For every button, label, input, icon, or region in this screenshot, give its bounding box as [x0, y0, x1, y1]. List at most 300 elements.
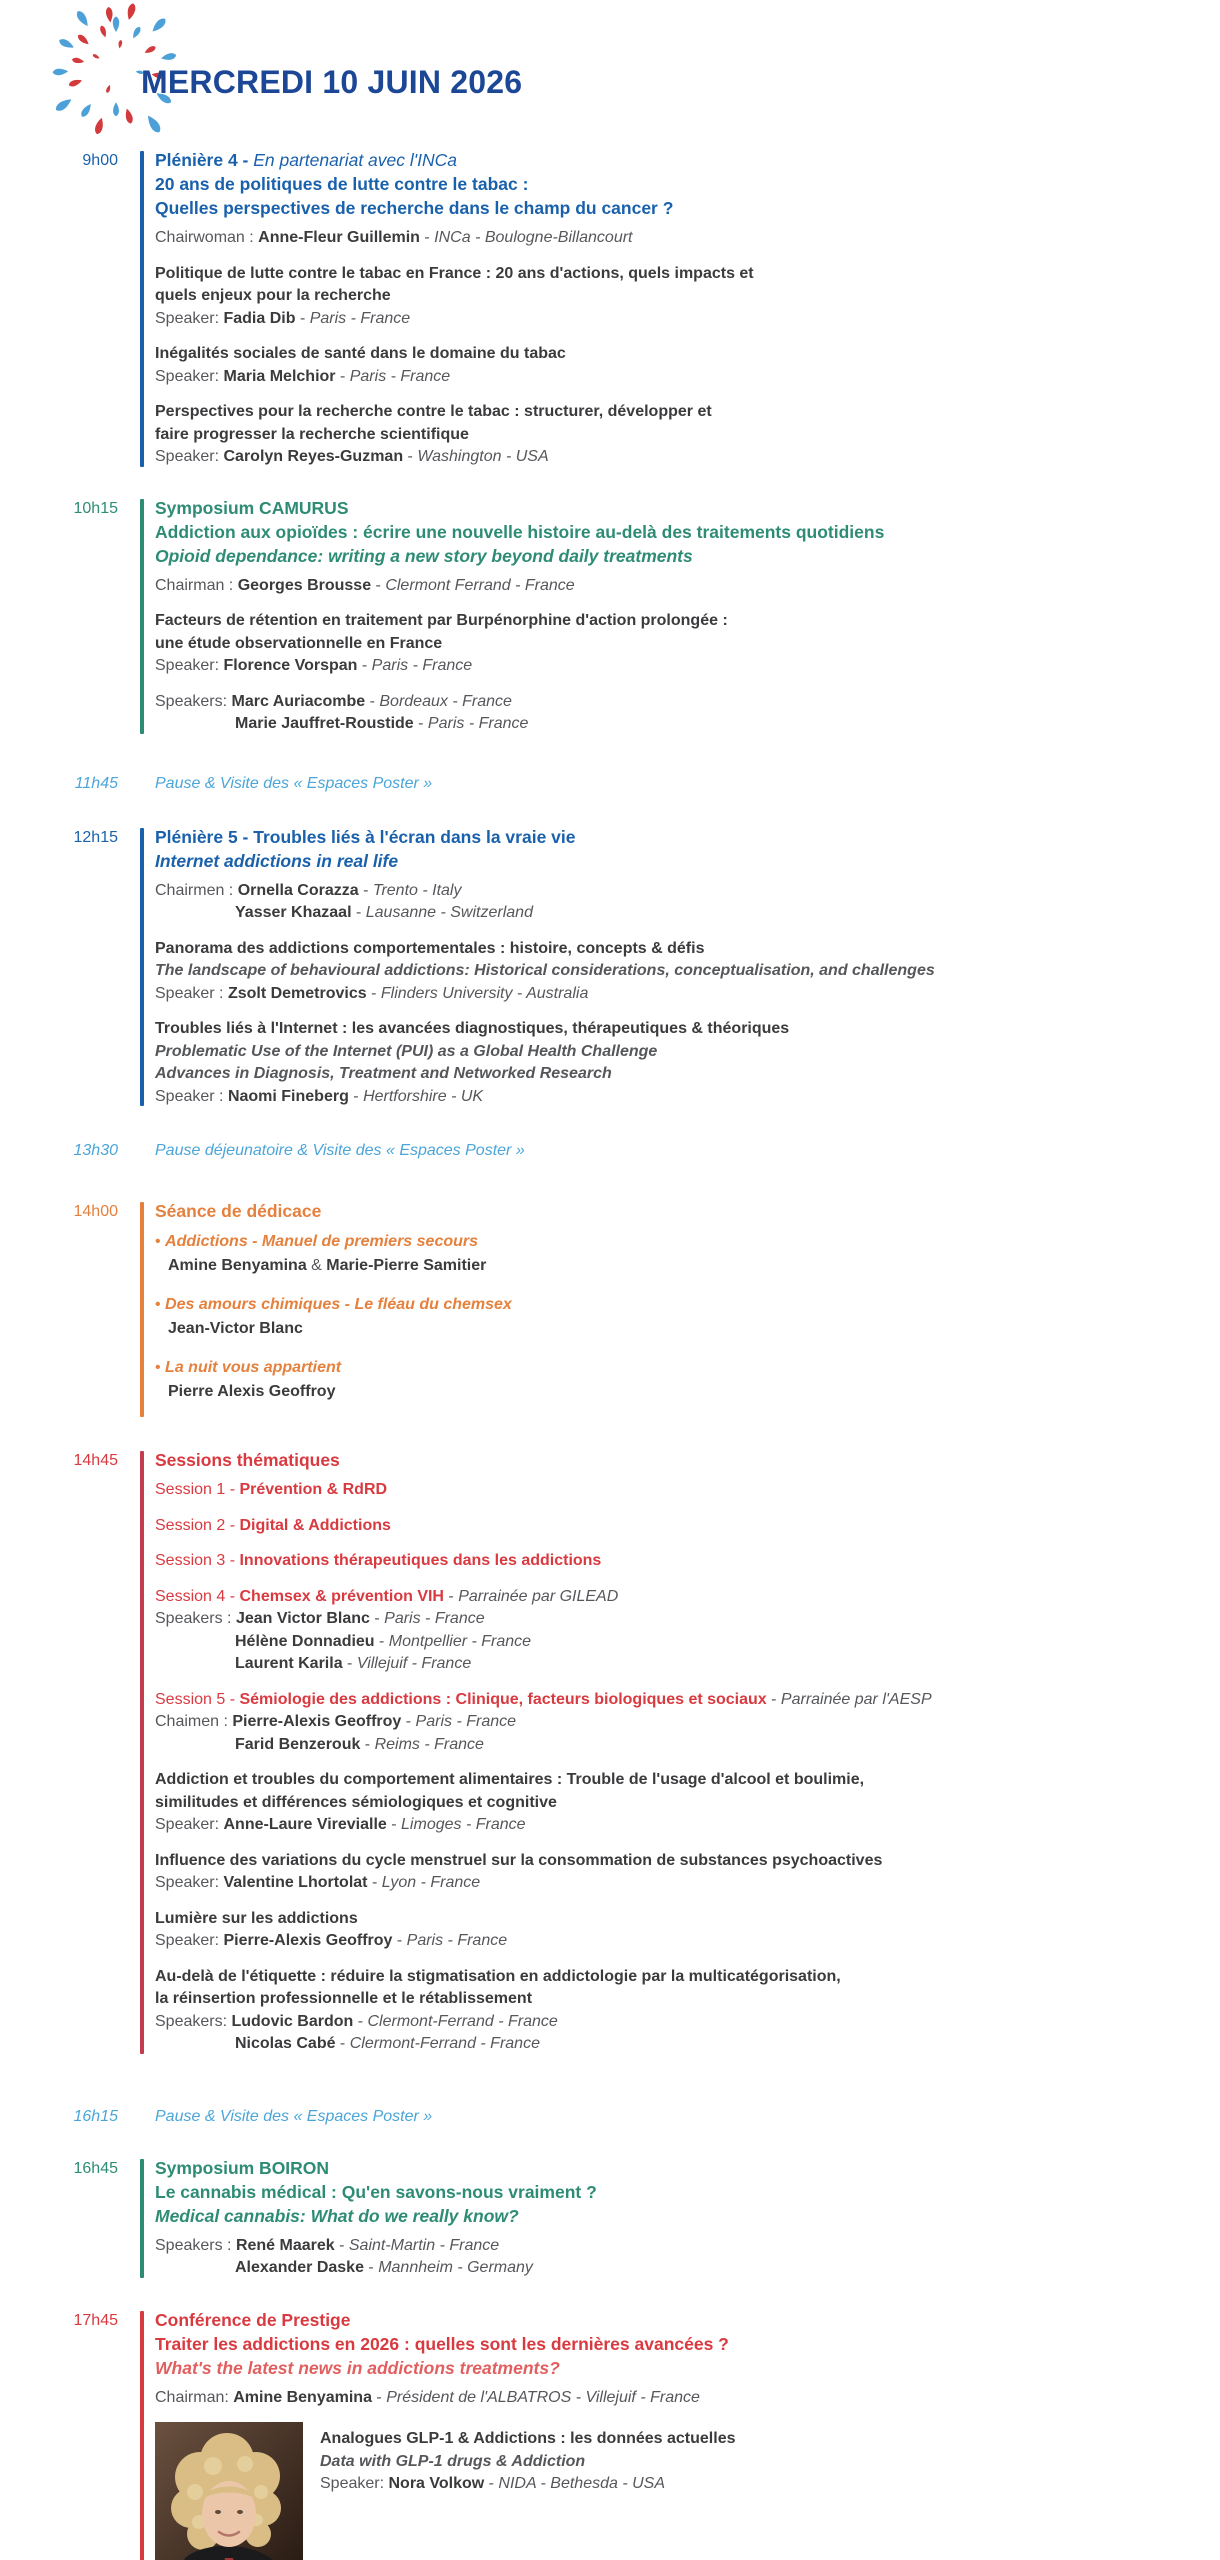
pause-label: Pause déjeunatoire & Visite des « Espaces Poster »: [155, 1142, 525, 1159]
section-content: [155, 1199, 1220, 1419]
text-segment: -: [484, 2475, 499, 2492]
text-segment: Fadia Dib: [223, 309, 296, 327]
paragraph: [155, 1586, 1220, 1676]
text-line: [155, 446, 1220, 469]
text-segment: Florence Vorspan: [223, 657, 358, 674]
text-segment: Plénière 4 -: [155, 150, 254, 170]
section-bar: [140, 1451, 144, 2054]
section-content: [155, 496, 1220, 736]
section-bar: [140, 2159, 144, 2278]
text-segment: Limoges - France: [401, 1816, 526, 1833]
text-segment: Chairmen :: [155, 881, 238, 899]
text-segment: -: [369, 1610, 385, 1627]
text-segment: What's the latest news in addictions treatments?: [155, 2357, 560, 2378]
section-bar: [140, 151, 144, 467]
text-segment: Addictions - Manuel de premiers secours: [165, 1233, 479, 1250]
text-line: [155, 1930, 1220, 1953]
section-bar: [140, 2311, 144, 2560]
heading-line: [155, 2332, 1220, 2356]
text-segment: -: [342, 1655, 357, 1672]
text-segment: -: [766, 1690, 781, 1708]
text-line: [155, 1018, 1220, 1041]
text-line: [155, 1792, 1220, 1815]
pause-row-11h45: [0, 771, 1220, 796]
text-segment: Mannheim - Germany: [378, 2259, 533, 2276]
text-line: [155, 983, 1220, 1006]
text-segment: Sessions thématiques: [155, 1450, 340, 1470]
text-segment: quels enjeux pour la recherche: [155, 287, 391, 304]
text-line: [155, 1814, 1220, 1837]
text-line: [155, 1653, 1220, 1676]
session-block-conference-prestige: [0, 2308, 1220, 2560]
text-segment: Montpellier - France: [388, 1632, 532, 1650]
text-segment: -: [358, 881, 373, 899]
text-segment: Bordeaux - France: [379, 692, 512, 710]
heading-line: [155, 2356, 1220, 2380]
paragraph: [155, 1908, 1220, 1953]
section-content: [155, 148, 1220, 469]
text-segment: Speaker:: [155, 309, 224, 327]
text-segment: Marie Jauffret-Roustide: [235, 715, 414, 732]
text-segment: Maria Melchior: [223, 367, 336, 385]
text-line: [155, 424, 1220, 447]
text-segment: Paris - France: [406, 1932, 508, 1949]
text-segment: The landscape of behavioural addictions: Historical considerations, conceptualisation, and challenges: [155, 962, 935, 979]
text-segment: -: [392, 1932, 407, 1949]
text-segment: Amine Benyamina: [168, 1257, 307, 1274]
text-segment: Yasser Khazaal: [235, 904, 352, 921]
text-segment: •: [155, 1296, 166, 1313]
text-segment: Alexander Daske: [235, 2259, 364, 2276]
text-line: [155, 1230, 1220, 1254]
paragraph: [155, 1018, 1220, 1108]
text-segment: Pierre-Alexis Geoffroy: [223, 1932, 393, 1949]
text-segment: Speaker:: [155, 1816, 224, 1833]
text-segment: •: [155, 1233, 166, 1250]
text-segment: Symposium CAMURUS: [155, 497, 349, 518]
text-segment: La nuit vous appartient: [165, 1359, 342, 1376]
text-segment: Paris - France: [384, 1610, 485, 1627]
time-label: 11h45: [74, 774, 118, 792]
text-segment: Politique de lutte contre le tabac en France : 20 ans d'actions, quels impacts et: [155, 264, 754, 282]
photo-row: [155, 2422, 1220, 2560]
text-segment: Paris - France: [349, 367, 451, 385]
text-segment: Problematic Use of the Internet (PUI) as a Global Health Challenge: [155, 1042, 658, 1060]
paragraph: [155, 1479, 1220, 1502]
text-segment: Data with GLP-1 drugs & Addiction: [320, 2452, 586, 2470]
text-line: [155, 691, 1220, 714]
text-segment: -: [403, 448, 418, 465]
text-segment: -: [334, 2236, 349, 2254]
heading-line: [155, 1448, 1220, 1472]
text-segment: Speaker:: [155, 1874, 224, 1891]
text-segment: Advances in Diagnosis, Treatment and Networked Research: [155, 1065, 612, 1082]
text-segment: -: [365, 692, 380, 710]
text-segment: -: [371, 576, 386, 594]
text-line: [155, 308, 1220, 331]
text-segment: NIDA - Bethesda - USA: [498, 2475, 665, 2492]
text-segment: Georges Brousse: [237, 576, 372, 594]
paragraph: [155, 1515, 1220, 1538]
text-segment: Perspectives pour la recherche contre le tabac : structurer, développer et: [155, 403, 712, 420]
text-segment: Hertforshire - UK: [363, 1087, 484, 1105]
time-label: 10h15: [73, 499, 118, 517]
text-segment: Chairman :: [155, 576, 238, 594]
text-segment: Jean Victor Blanc: [235, 1610, 370, 1627]
text-segment: Pierre Alexis Geoffroy: [168, 1383, 336, 1400]
text-line: [155, 2011, 1220, 2034]
heading-line: [155, 849, 1220, 873]
text-line: [155, 655, 1220, 678]
paragraph: [155, 575, 1220, 598]
session-block-sessions-thematiques: [0, 1448, 1220, 2056]
paragraph: [155, 1356, 1220, 1404]
text-segment: Lumière sur les addictions: [155, 1909, 358, 1927]
text-segment: Session 4 -: [155, 1587, 240, 1605]
text-segment: En partenariat avec l'INCa: [253, 150, 457, 170]
pause-label: Pause & Visite des « Espaces Poster »: [155, 2107, 433, 2125]
text-line: [155, 1293, 1220, 1317]
text-line: [155, 1988, 1220, 2011]
text-segment: Président de l'ALBATROS - Villejuif - France: [386, 2388, 700, 2406]
section-content: [155, 2308, 1220, 2560]
text-segment: 20 ans de politiques de lutte contre le tabac :: [155, 174, 529, 194]
heading-line: [155, 148, 1220, 172]
text-line: [155, 1586, 1220, 1609]
text-line: [155, 227, 1220, 250]
time-label: 14h45: [73, 1452, 118, 1469]
time-label: 13h30: [73, 1142, 118, 1159]
text-segment: -: [386, 1816, 402, 1833]
text-segment: Panorama des addictions comportementales : histoire, concepts & défis: [155, 939, 705, 957]
text-segment: Paris - France: [371, 657, 473, 674]
heading-line: [155, 2156, 1220, 2180]
text-segment: Speaker:: [155, 657, 224, 674]
text-line: [155, 1769, 1220, 1792]
text-segment: Des amours chimiques - Le fléau du chemsex: [165, 1296, 512, 1313]
paragraph: [155, 938, 1220, 1006]
paragraph: [155, 227, 1220, 250]
text-segment: Traiter les addictions en 2026 : quelles sont les dernières avancées ?: [155, 2333, 729, 2354]
text-segment: Au-delà de l'étiquette : réduire la stigmatisation en addictologie par la multicatégorisation,: [155, 1967, 841, 1985]
text-segment: Digital & Addictions: [239, 1516, 391, 1534]
pause-row-13h30: [0, 1138, 1220, 1163]
text-segment: Clermont Ferrand - France: [385, 576, 575, 594]
text-line: [155, 366, 1220, 389]
section-heading: [155, 1199, 1220, 1223]
time-label: 9h00: [82, 152, 118, 169]
session-block-pleniere-5: [0, 825, 1220, 1109]
heading-line: [155, 2180, 1220, 2204]
text-segment: Ludovic Bardon: [231, 2012, 354, 2030]
text-segment: Pierre-Alexis Geoffroy: [232, 1713, 402, 1730]
text-segment: similitudes et différences sémiologiques et cognitive: [155, 1793, 557, 1811]
text-line: [155, 1550, 1220, 1573]
text-line: [155, 1608, 1220, 1631]
section-content: [155, 825, 1220, 1109]
section-heading: [155, 148, 1220, 220]
paragraph: [155, 401, 1220, 469]
time-label: 14h00: [73, 1203, 118, 1220]
text-segment: -: [360, 1735, 375, 1753]
text-segment: Hélène Donnadieu: [235, 1632, 375, 1650]
text-segment: -: [401, 1713, 416, 1730]
text-line: [155, 343, 1220, 366]
text-segment: Marie-Pierre Samitier: [326, 1257, 487, 1274]
text-segment: -: [413, 715, 428, 732]
text-segment: Speakers:: [155, 692, 232, 710]
text-segment: Séance de dédicace: [155, 1201, 322, 1221]
text-segment: &: [306, 1257, 327, 1274]
text-segment: Nora Volkow: [388, 2475, 485, 2492]
text-segment: Paris - France: [427, 715, 529, 732]
text-segment: Addiction et troubles du comportement alimentaires : Trouble de l'usage d'alcool et boulimie,: [155, 1771, 865, 1788]
text-segment: Prévention & RdRD: [239, 1481, 388, 1498]
text-line: [155, 902, 1220, 925]
text-segment: Plénière 5 - Troubles liés à l'écran dans la vraie vie: [155, 826, 576, 847]
text-line: [155, 2235, 1220, 2258]
text-segment: Conférence de Prestige: [155, 2309, 351, 2330]
text-line: [320, 2473, 736, 2496]
text-line: [155, 938, 1220, 961]
text-segment: Paris - France: [309, 309, 411, 327]
text-segment: -: [335, 367, 350, 385]
text-segment: Analogues GLP-1 & Addictions : les données actuelles: [320, 2430, 736, 2447]
paragraph: [155, 1966, 1220, 2056]
text-segment: -: [366, 984, 381, 1002]
text-segment: Chaimen :: [155, 1713, 233, 1730]
text-segment: Speakers :: [155, 1610, 236, 1627]
text-line: [155, 1711, 1220, 1734]
text-segment: Clermont-Ferrand - France: [367, 2012, 558, 2030]
text-segment: Lyon - France: [381, 1874, 481, 1891]
text-line: [155, 401, 1220, 424]
text-segment: une étude observationnelle en France: [155, 634, 443, 652]
speaker-photo-nora-volkow: [155, 2422, 303, 2560]
text-segment: Speakers:: [155, 2012, 232, 2030]
text-line: [155, 610, 1220, 633]
text-line: [155, 1631, 1220, 1654]
paragraph: [155, 263, 1220, 331]
text-segment: Trento - Italy: [372, 881, 462, 899]
text-segment: Speaker:: [155, 1932, 224, 1949]
paragraph: [155, 610, 1220, 678]
paragraph: [155, 1769, 1220, 1837]
text-segment: -: [367, 1874, 382, 1891]
heading-line: [155, 2308, 1220, 2332]
text-line: [155, 575, 1220, 598]
text-line: [155, 1966, 1220, 1989]
text-line: [155, 1850, 1220, 1873]
text-line: [155, 1515, 1220, 1538]
text-segment: Innovations thérapeutiques dans les addictions: [239, 1552, 602, 1569]
section-heading: [155, 2308, 1220, 2380]
text-line: [155, 2387, 1220, 2410]
text-segment: Saint-Martin - France: [348, 2236, 500, 2254]
text-segment: Washington - USA: [417, 448, 549, 465]
time-label: 17h45: [73, 2311, 118, 2329]
session-block-symposium-boiron: [0, 2156, 1220, 2280]
time-label: 16h45: [73, 2159, 118, 2177]
text-segment: INCa - Boulogne-Billancourt: [434, 229, 633, 246]
text-line: [155, 1086, 1220, 1109]
session-block-seance-dedicace: [0, 1199, 1220, 1419]
heading-line: [155, 520, 1220, 544]
text-segment: -: [443, 1587, 459, 1605]
heading-line: [155, 172, 1220, 196]
text-segment: Zsolt Demetrovics: [227, 984, 367, 1002]
paragraph: [155, 2235, 1220, 2280]
text-line: [155, 1479, 1220, 1502]
text-segment: Paris - France: [415, 1713, 517, 1730]
text-segment: Villejuif - France: [356, 1655, 472, 1672]
section-heading: [155, 496, 1220, 568]
text-segment: Parrainée par GILEAD: [458, 1587, 619, 1605]
text-line: [155, 1734, 1220, 1757]
text-segment: Troubles liés à l'Internet : les avancées diagnostiques, thérapeutiques & théoriques: [155, 1020, 790, 1037]
text-line: [320, 2428, 736, 2451]
text-segment: la réinsertion professionnelle et le rétablissement: [155, 1990, 533, 2007]
text-line: [155, 1041, 1220, 1064]
text-segment: Sémiologie des addictions : Clinique, facteurs biologiques et sociaux: [239, 1690, 767, 1708]
text-line: [155, 1317, 1220, 1341]
text-segment: Valentine Lhortolat: [223, 1874, 368, 1891]
section-bar: [140, 499, 144, 734]
text-segment: -: [419, 229, 435, 246]
text-segment: Speaker :: [155, 984, 228, 1002]
time-label: 16h15: [73, 2107, 118, 2125]
text-line: [155, 2257, 1220, 2280]
paragraph: [155, 1850, 1220, 1895]
paragraph: [155, 1689, 1220, 1757]
heading-line: [155, 496, 1220, 520]
text-segment: Amine Benyamina: [233, 2388, 372, 2406]
text-segment: Flinders University - Australia: [380, 984, 589, 1002]
text-segment: Reims - France: [374, 1735, 484, 1753]
text-segment: Medical cannabis: What do we really know?: [155, 2205, 519, 2226]
text-segment: Session 5 -: [155, 1690, 240, 1708]
text-segment: Facteurs de rétention en traitement par Burpénorphine d'action prolongée :: [155, 612, 728, 629]
text-segment: -: [357, 657, 372, 674]
text-segment: Naomi Fineberg: [227, 1087, 349, 1105]
text-segment: -: [353, 2012, 368, 2030]
text-line: [155, 1356, 1220, 1380]
text-segment: René Maarek: [235, 2236, 335, 2254]
text-segment: Nicolas Cabé: [235, 2035, 336, 2052]
text-segment: •: [155, 1359, 166, 1376]
session-block-pleniere-4: [0, 148, 1220, 469]
text-segment: -: [374, 1632, 389, 1650]
text-segment: Anne-Fleur Guillemin: [258, 229, 420, 246]
paragraph: [155, 880, 1220, 925]
text-line: [155, 1380, 1220, 1404]
text-segment: faire progresser la recherche scientifique: [155, 425, 469, 443]
section-content: [155, 2156, 1220, 2280]
text-segment: Quelles perspectives de recherche dans le champ du cancer ?: [155, 198, 674, 218]
text-segment: Internet addictions in real life: [155, 850, 399, 871]
time-label: 12h15: [73, 828, 118, 846]
text-segment: Ornella Corazza: [237, 881, 359, 899]
heading-line: [155, 196, 1220, 220]
section-bar: [140, 828, 144, 1107]
text-line: [155, 285, 1220, 308]
text-segment: Chairwoman :: [155, 229, 259, 246]
text-segment: Anne-Laure Virevialle: [223, 1816, 387, 1833]
text-segment: Carolyn Reyes-Guzman: [223, 448, 404, 465]
photo-talk-text: [320, 2422, 736, 2560]
text-line: [155, 633, 1220, 656]
section-heading: [155, 825, 1220, 873]
session-block-symposium-camurus: [0, 496, 1220, 736]
text-segment: Opioid dependance: writing a new story beyond daily treatments: [155, 545, 693, 566]
text-line: [155, 263, 1220, 286]
paragraph: [155, 1230, 1220, 1278]
text-segment: Speaker:: [155, 367, 224, 385]
text-segment: Session 2 -: [155, 1516, 240, 1534]
text-segment: Speaker:: [155, 448, 224, 465]
page-title: MERCREDI 10 JUIN 2026: [141, 64, 523, 100]
text-segment: -: [348, 1087, 364, 1105]
pause-label: Pause & Visite des « Espaces Poster »: [155, 774, 433, 792]
paragraph: [155, 1550, 1220, 1573]
text-segment: Speaker :: [155, 1087, 228, 1105]
text-segment: -: [363, 2259, 379, 2276]
pause-row-16h15: [0, 2104, 1220, 2129]
text-segment: Influence des variations du cycle menstruel sur la consommation de substances psychoactives: [155, 1851, 883, 1869]
program-sections: [0, 148, 1220, 2560]
heading-line: [155, 544, 1220, 568]
text-line: [155, 1908, 1220, 1931]
text-segment: Parrainée par l'AESP: [780, 1690, 932, 1708]
text-segment: Session 3 -: [155, 1552, 240, 1569]
text-line: [155, 1689, 1220, 1712]
text-segment: -: [295, 309, 310, 327]
text-line: [155, 2033, 1220, 2056]
text-segment: Le cannabis médical : Qu'en savons-nous vraiment ?: [155, 2181, 597, 2202]
text-segment: Farid Benzerouk: [235, 1735, 361, 1753]
text-segment: Laurent Karila: [235, 1655, 343, 1672]
heading-line: [155, 2204, 1220, 2228]
paragraph: [155, 2387, 1220, 2410]
text-segment: Speakers :: [155, 2236, 236, 2254]
text-segment: Speaker:: [320, 2475, 389, 2492]
text-segment: -: [371, 2388, 387, 2406]
page-header: [0, 0, 1220, 148]
section-heading: [155, 1448, 1220, 1472]
paragraph: [155, 691, 1220, 736]
heading-line: [155, 825, 1220, 849]
section-content: [155, 1448, 1220, 2056]
text-segment: -: [335, 2035, 350, 2052]
section-bar: [140, 1202, 144, 1417]
text-segment: Chemsex & prévention VIH: [239, 1587, 444, 1605]
text-segment: -: [351, 904, 366, 921]
text-segment: Clermont-Ferrand - France: [349, 2035, 540, 2052]
section-heading: [155, 2156, 1220, 2228]
text-line: [155, 880, 1220, 903]
text-segment: Inégalités sociales de santé dans le domaine du tabac: [155, 345, 566, 362]
text-segment: Addiction aux opioïdes : écrire une nouvelle histoire au-delà des traitements quotidiens: [155, 521, 885, 542]
text-line: [155, 1063, 1220, 1086]
text-segment: Jean-Victor Blanc: [168, 1320, 303, 1337]
paragraph: [155, 1293, 1220, 1341]
paragraph: [155, 343, 1220, 388]
text-line: [320, 2451, 736, 2474]
heading-line: [155, 1199, 1220, 1223]
text-segment: Session 1 -: [155, 1481, 240, 1498]
text-segment: Chairman:: [155, 2388, 234, 2406]
text-segment: Symposium BOIRON: [155, 2157, 330, 2178]
